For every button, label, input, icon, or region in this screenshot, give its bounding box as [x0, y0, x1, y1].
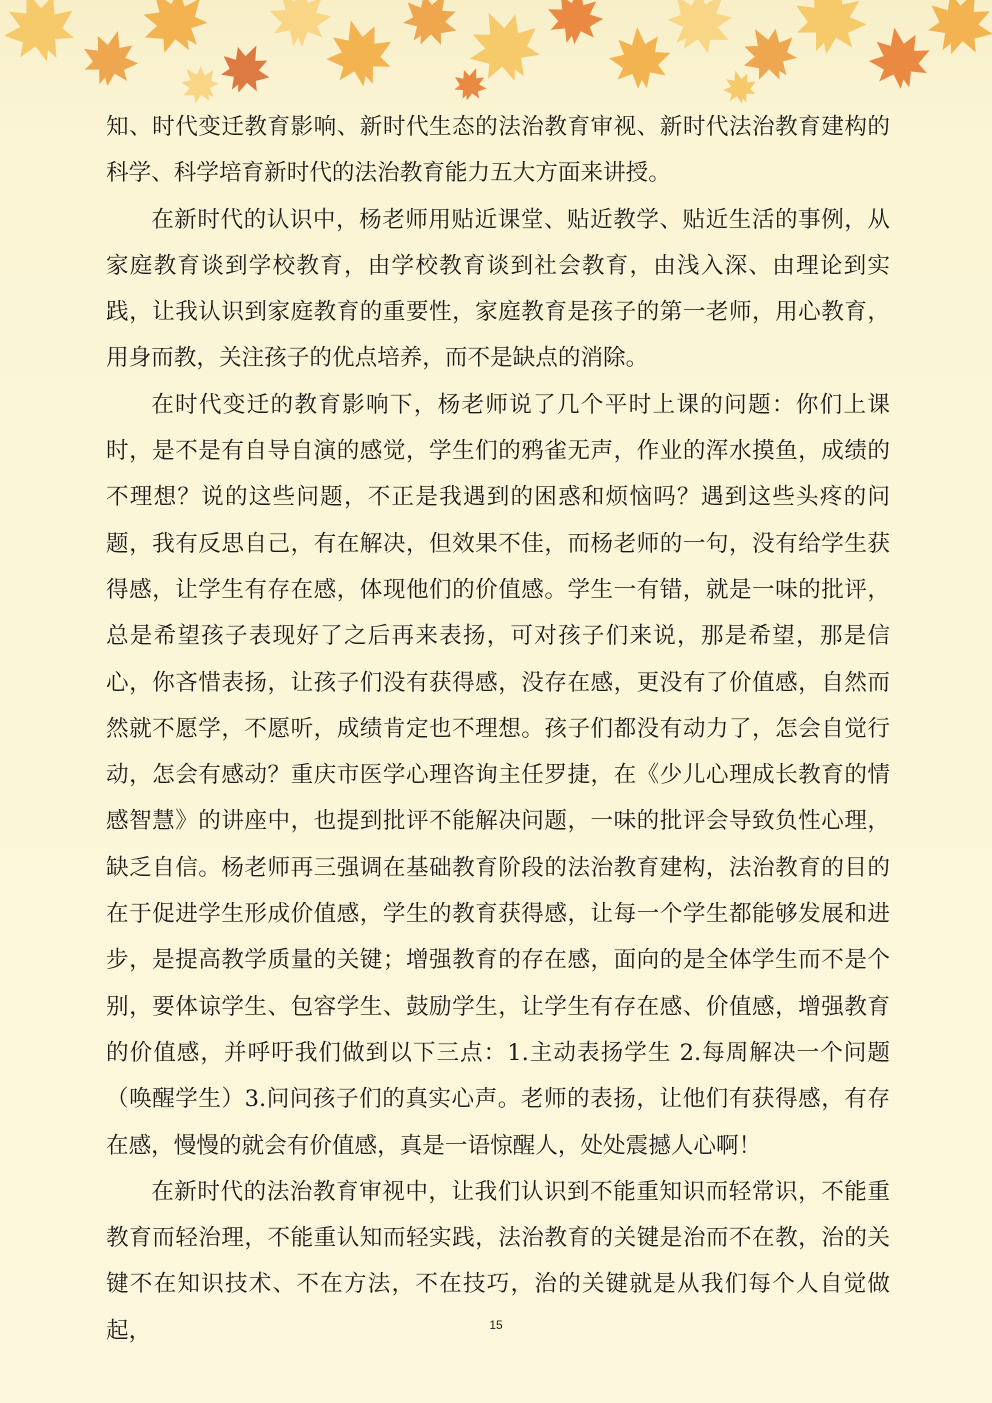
paragraph-1: 知、时代变迁教育影响、新时代生态的法治教育审视、新时代法治教育建构的科学、科学培育新时代的法治教育能力五大方面来讲授。: [106, 114, 890, 187]
maple-leaves-decoration: [0, 0, 992, 110]
paragraph-2: 在新时代的认识中，杨老师用贴近课堂、贴近教学、贴近生活的事例，从家庭教育谈到学校教育，由学校教育谈到社会教育，由浅入深、由理论到实践，让我认识到家庭教育的重要性，家庭教育是孩子的第一老师，用心教育，用身而教，关注孩子的优点培养，而不是缺点的消除。: [106, 206, 890, 372]
page-number: 15: [489, 1318, 503, 1332]
paragraph-4: 在新时代的法治教育审视中，让我们认识到不能重知识而轻常识，不能重教育而轻治理，不能重认知而轻实践，法治教育的关键是治而不在教，治的关键不在知识技术、不在方法，不在技巧，治的关键就是从我们每个人自觉做起，: [106, 1178, 890, 1344]
maple-leaf-banner: [0, 0, 992, 110]
body-text: [106, 104, 890, 1354]
paragraph-3: 在时代变迁的教育影响下，杨老师说了几个平时上课的问题：你们上课时，是不是有自导自演的感觉，学生们的鸦雀无声，作业的浑水摸鱼，成绩的不理想？说的这些问题，不正是我遇到的困惑和烦恼吗？遇到这些头疼的问题，我有反思自己，有在解决，但效果不佳，而杨老师的一句，没有给学生获得感，让学生有存在感，体现他们的价值感。学生一有错，就是一味的批评，总是希望孩子表现好了之后再来表扬，可对孩子们来说，那是希望，那是信心，你吝惜表扬，让孩子们没有获得感，没存在感，更没有了价值感，自然而然就不愿学，不愿听，成绩肯定也不理想。孩子们都没有动力了，怎会自觉行动，怎会有感动？重庆市医学心理咨询主任罗捷，在《少儿心理成长教育的情感智慧》的讲座中，也提到批评不能解决问题，一味的批评会导致负性心理，缺乏自信。杨老师再三强调在基础教育阶段的法治教育建构，法治教育的目的在于促进学生形成价值感，学生的教育获得感，让每一个学生都能够发展和进步，是提高教学质量的关键；增强教育的存在感，面向的是全体学生而不是个别，要体谅学生、包容学生、鼓励学生，让学生有存在感、价值感，增强教育的价值感，并呼吁我们做到以下三点：1.主动表扬学生 2.每周解决一个问题（唤醒学生）3.问问孩子们的真实心声。老师的表扬，让他们有获得感，有存在感，慢慢的就会有价值感，真是一语惊醒人，处处震撼人心啊！: [106, 391, 890, 1159]
